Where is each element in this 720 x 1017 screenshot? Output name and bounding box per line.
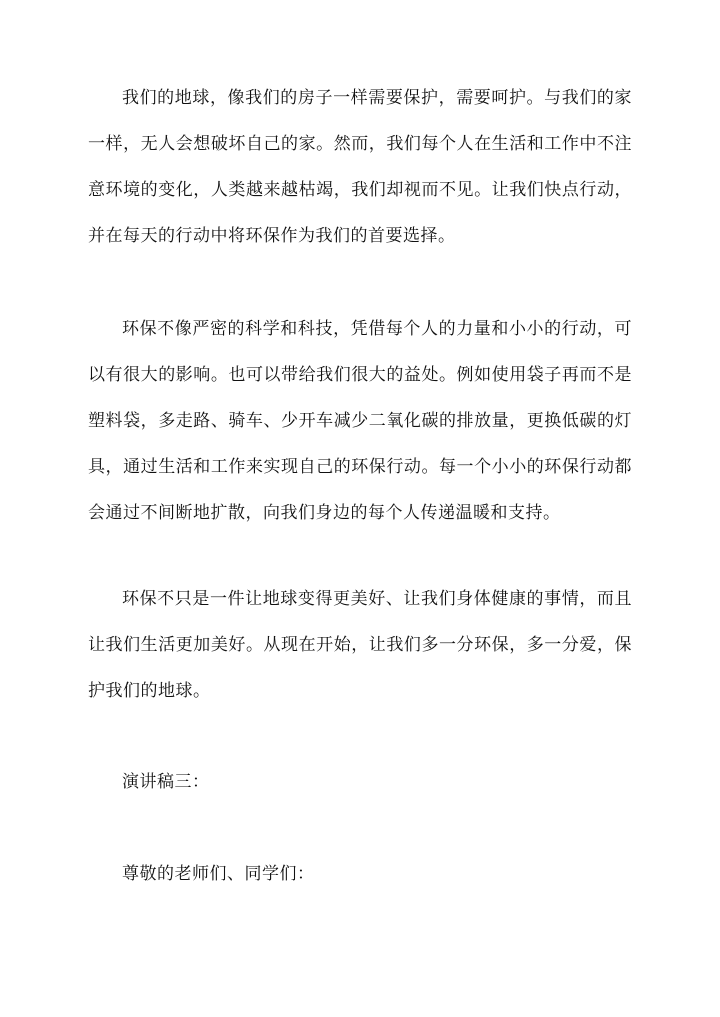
section-heading: 演讲稿三： [122,772,210,792]
paragraph-1: 我们的地球，像我们的房子一样需要保护，需要呵护。与我们的家一样，无人会想破坏自己的家。然而，我们每个人在生活和工作中不注意环境的变化，人类越来越枯竭，我们却视而不见。让我们快点行动，并在每天的行动中将环保作为我们的首要选择。 [88,88,632,246]
paragraph-2: 环保不像严密的科学和科技，凭借每个人的力量和小小的行动，可以有很大的影响。也可以带给我们很大的益处。例如使用袋子再而不是塑料袋，多走路、骑车、少开车减少二氧化碳的排放量，更换低碳的灯具，通过生活和工作来实现自己的环保行动。每一个小小的环保行动都会通过不间断地扩散，向我们身边的每个人传递温暖和支持。 [88,319,632,523]
paragraph-3: 环保不只是一件让地球变得更美好、让我们身体健康的事情，而且让我们生活更加美好。从现在开始，让我们多一分环保，多一分爱，保护我们的地球。 [88,589,632,701]
greeting-line: 尊敬的老师们、同学们： [122,864,315,884]
